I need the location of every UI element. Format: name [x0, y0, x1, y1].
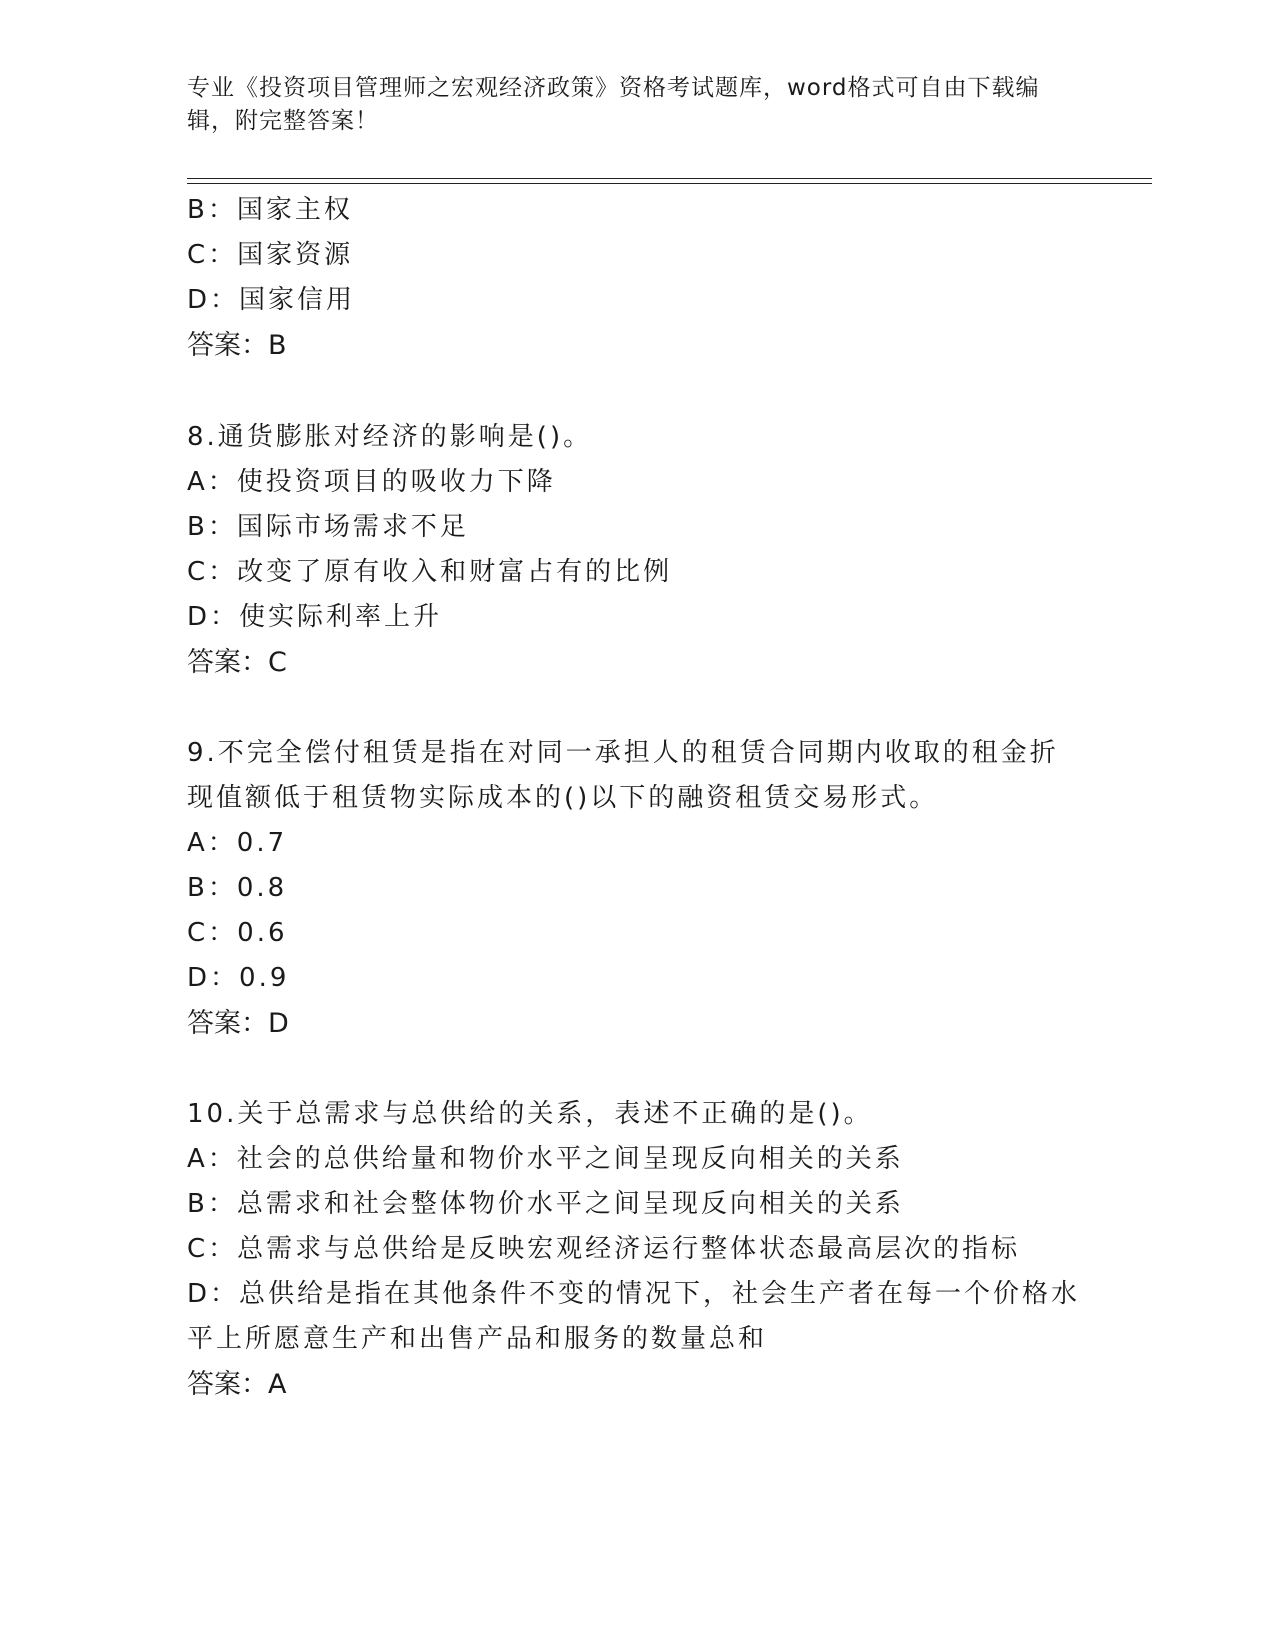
q10-option-a: A：社会的总供给量和物价水平之间呈现反向相关的关系	[187, 1144, 904, 1174]
q8-option-a: A：使投资项目的吸收力下降	[187, 467, 556, 497]
q7-option-d: D：国家信用	[187, 285, 356, 315]
q10-option-b: B：总需求和社会整体物价水平之间呈现反向相关的关系	[187, 1189, 904, 1219]
header-divider-top	[187, 178, 1152, 179]
q7-option-c: C：国家资源	[187, 240, 354, 270]
q8-option-c: C：改变了原有收入和财富占有的比例	[187, 557, 673, 587]
q8-option-b: B：国际市场需求不足	[187, 512, 469, 542]
q8-question: 8.通货膨胀对经济的影响是()。	[187, 422, 593, 452]
q8-option-d: D：使实际利率上升	[187, 602, 443, 632]
q10-option-c: C：总需求与总供给是反映宏观经济运行整体状态最高层次的指标	[187, 1234, 1021, 1264]
q9-option-c: C：0.6	[187, 918, 288, 948]
q9-question-line1: 9.不完全偿付租赁是指在对同一承担人的租赁合同期内收取的租金折	[187, 738, 1059, 768]
header-divider-bottom	[187, 183, 1152, 184]
q9-option-a: A：0.7	[187, 828, 288, 858]
q9-question-line2: 现值额低于租赁物实际成本的()以下的融资租赁交易形式。	[187, 783, 939, 813]
document-header: 专业《投资项目管理师之宏观经济政策》资格考试题库，word格式可自由下载编辑，附完整答案！	[187, 75, 1040, 134]
q8-answer: 答案：C	[187, 647, 287, 678]
q9-option-b: B：0.8	[187, 873, 288, 903]
q10-answer: 答案：A	[187, 1369, 287, 1400]
q10-question: 10.关于总需求与总供给的关系，表述不正确的是()。	[187, 1099, 873, 1129]
q7-answer: 答案：B	[187, 330, 287, 361]
q7-option-b: B：国家主权	[187, 195, 353, 225]
q9-option-d: D：0.9	[187, 963, 290, 993]
q9-answer: 答案：D	[187, 1008, 289, 1039]
q10-option-d-line2: 平上所愿意生产和出售产品和服务的数量总和	[187, 1324, 768, 1354]
q10-option-d-line1: D：总供给是指在其他条件不变的情况下，社会生产者在每一个价格水	[187, 1279, 1081, 1309]
